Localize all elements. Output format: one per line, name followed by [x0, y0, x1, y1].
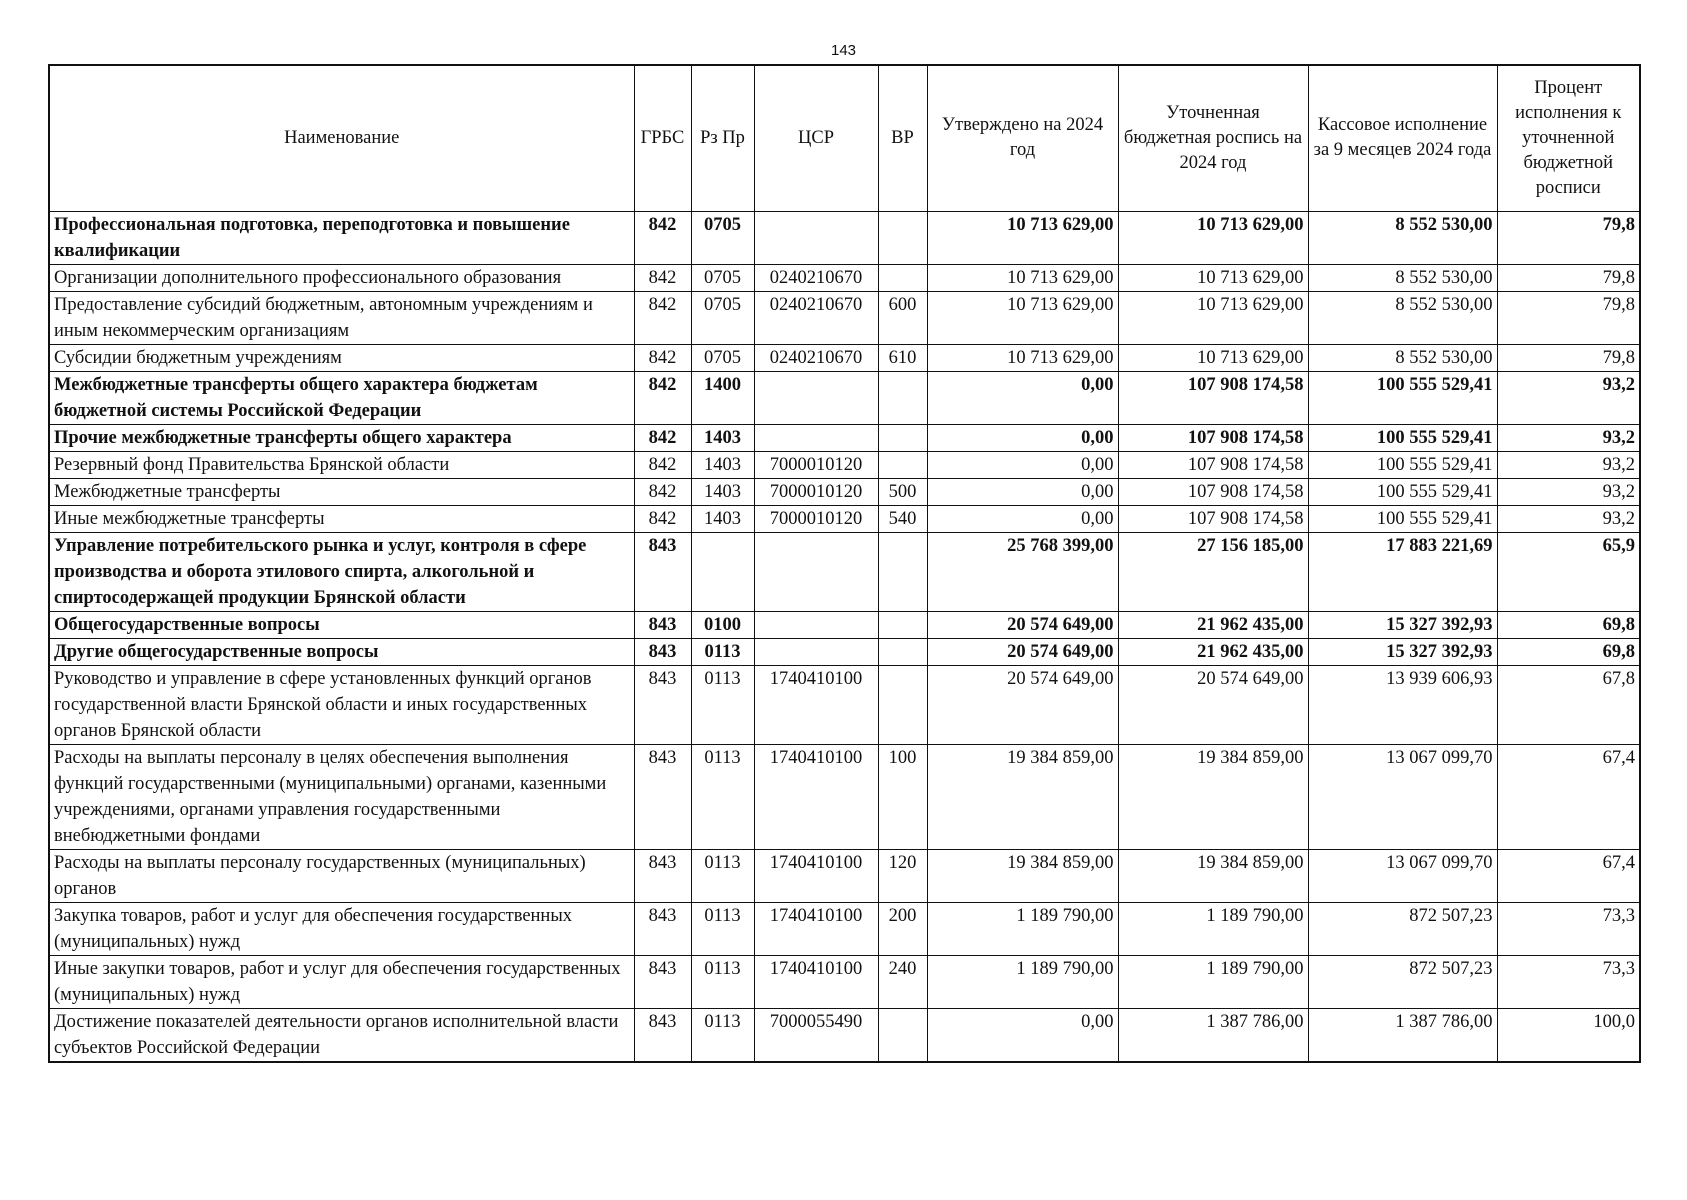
header-executed: Кассовое исполнение за 9 месяцев 2024 года	[1308, 65, 1497, 211]
cell-csr: 0240210670	[754, 264, 878, 291]
cell-csr: 0240210670	[754, 291, 878, 344]
cell-percent: 93,2	[1497, 451, 1640, 478]
cell-rzpr: 0113	[691, 955, 754, 1008]
cell-vr: 240	[878, 955, 927, 1008]
cell-rzpr: 0113	[691, 638, 754, 665]
table-row	[49, 532, 1640, 611]
page-number: 143	[830, 42, 857, 59]
cell-grbs: 843	[634, 611, 691, 638]
cell-executed: 100 555 529,41	[1308, 451, 1497, 478]
table-row	[49, 291, 1640, 344]
cell-name: Расходы на выплаты персоналу в целях обеспечения выполнения функций государственными (муниципальными) органами, казенными учреждениями, органами управления государственными внебюджетными фондами	[49, 744, 634, 849]
cell-executed: 872 507,23	[1308, 902, 1497, 955]
cell-grbs: 842	[634, 264, 691, 291]
header-approved: Утверждено на 2024 год	[927, 65, 1118, 211]
cell-rzpr: 0705	[691, 344, 754, 371]
cell-percent: 67,8	[1497, 665, 1640, 744]
cell-vr: 600	[878, 291, 927, 344]
cell-rzpr: 0705	[691, 291, 754, 344]
cell-grbs: 842	[634, 451, 691, 478]
table-row	[49, 1008, 1640, 1062]
cell-rzpr: 0113	[691, 665, 754, 744]
cell-csr	[754, 638, 878, 665]
cell-vr	[878, 611, 927, 638]
table-row	[49, 849, 1640, 902]
cell-grbs: 842	[634, 211, 691, 264]
cell-name: Другие общегосударственные вопросы	[49, 638, 634, 665]
cell-grbs: 842	[634, 291, 691, 344]
cell-executed: 13 067 099,70	[1308, 849, 1497, 902]
cell-name: Достижение показателей деятельности органов исполнительной власти субъектов Российской Федерации	[49, 1008, 634, 1062]
cell-vr	[878, 264, 927, 291]
cell-refined: 107 908 174,58	[1118, 451, 1308, 478]
table-row	[49, 902, 1640, 955]
cell-percent: 69,8	[1497, 611, 1640, 638]
cell-vr: 610	[878, 344, 927, 371]
cell-name: Межбюджетные трансферты общего характера бюджетам бюджетной системы Российской Федерации	[49, 371, 634, 424]
cell-name: Резервный фонд Правительства Брянской области	[49, 451, 634, 478]
cell-name: Предоставление субсидий бюджетным, автономным учреждениям и иным некоммерческим организациям	[49, 291, 634, 344]
cell-percent: 69,8	[1497, 638, 1640, 665]
cell-csr	[754, 532, 878, 611]
cell-approved: 19 384 859,00	[927, 849, 1118, 902]
cell-refined: 10 713 629,00	[1118, 264, 1308, 291]
table-row	[49, 478, 1640, 505]
cell-rzpr: 0113	[691, 744, 754, 849]
cell-name: Профессиональная подготовка, переподготовка и повышение квалификации	[49, 211, 634, 264]
cell-approved: 10 713 629,00	[927, 211, 1118, 264]
cell-grbs: 843	[634, 955, 691, 1008]
cell-rzpr: 0100	[691, 611, 754, 638]
cell-name: Субсидии бюджетным учреждениям	[49, 344, 634, 371]
cell-approved: 0,00	[927, 1008, 1118, 1062]
cell-refined: 20 574 649,00	[1118, 665, 1308, 744]
cell-refined: 27 156 185,00	[1118, 532, 1308, 611]
cell-grbs: 843	[634, 849, 691, 902]
table-row	[49, 611, 1640, 638]
cell-vr	[878, 424, 927, 451]
cell-vr: 120	[878, 849, 927, 902]
cell-percent: 73,3	[1497, 955, 1640, 1008]
cell-rzpr: 1403	[691, 505, 754, 532]
cell-percent: 79,8	[1497, 291, 1640, 344]
header-csr: ЦСР	[754, 65, 878, 211]
cell-refined: 107 908 174,58	[1118, 371, 1308, 424]
cell-grbs: 842	[634, 344, 691, 371]
table-row	[49, 665, 1640, 744]
cell-csr: 1740410100	[754, 665, 878, 744]
cell-name: Руководство и управление в сфере установленных функций органов государственной власти Брянской области и иных государственных органов Брянской области	[49, 665, 634, 744]
cell-csr: 7000010120	[754, 451, 878, 478]
cell-grbs: 843	[634, 665, 691, 744]
cell-csr	[754, 211, 878, 264]
cell-vr	[878, 532, 927, 611]
cell-csr	[754, 611, 878, 638]
cell-executed: 15 327 392,93	[1308, 611, 1497, 638]
cell-csr: 0240210670	[754, 344, 878, 371]
cell-refined: 1 189 790,00	[1118, 902, 1308, 955]
cell-approved: 1 189 790,00	[927, 902, 1118, 955]
cell-name: Иные закупки товаров, работ и услуг для обеспечения государственных (муниципальных) нужд	[49, 955, 634, 1008]
cell-refined: 10 713 629,00	[1118, 211, 1308, 264]
cell-executed: 8 552 530,00	[1308, 211, 1497, 264]
cell-vr	[878, 638, 927, 665]
cell-csr	[754, 424, 878, 451]
header-rzpr: Рз Пр	[691, 65, 754, 211]
cell-grbs: 843	[634, 1008, 691, 1062]
cell-csr: 1740410100	[754, 849, 878, 902]
budget-execution-table	[48, 64, 1641, 1063]
cell-executed: 15 327 392,93	[1308, 638, 1497, 665]
cell-approved: 0,00	[927, 371, 1118, 424]
cell-name: Закупка товаров, работ и услуг для обеспечения государственных (муниципальных) нужд	[49, 902, 634, 955]
cell-vr: 200	[878, 902, 927, 955]
cell-refined: 21 962 435,00	[1118, 611, 1308, 638]
cell-percent: 93,2	[1497, 478, 1640, 505]
table-row	[49, 264, 1640, 291]
cell-vr: 500	[878, 478, 927, 505]
cell-approved: 20 574 649,00	[927, 611, 1118, 638]
cell-executed: 8 552 530,00	[1308, 264, 1497, 291]
cell-refined: 21 962 435,00	[1118, 638, 1308, 665]
cell-grbs: 842	[634, 371, 691, 424]
cell-csr: 7000010120	[754, 505, 878, 532]
cell-executed: 17 883 221,69	[1308, 532, 1497, 611]
cell-refined: 107 908 174,58	[1118, 478, 1308, 505]
table-row	[49, 211, 1640, 264]
cell-approved: 0,00	[927, 451, 1118, 478]
cell-rzpr: 1403	[691, 478, 754, 505]
cell-csr: 7000010120	[754, 478, 878, 505]
cell-approved: 10 713 629,00	[927, 264, 1118, 291]
table-row	[49, 744, 1640, 849]
cell-percent: 79,8	[1497, 344, 1640, 371]
cell-approved: 0,00	[927, 478, 1118, 505]
header-refined: Уточненная бюджетная роспись на 2024 год	[1118, 65, 1308, 211]
header-grbs: ГРБС	[634, 65, 691, 211]
cell-vr	[878, 665, 927, 744]
cell-percent: 73,3	[1497, 902, 1640, 955]
table-row	[49, 344, 1640, 371]
cell-refined: 1 189 790,00	[1118, 955, 1308, 1008]
cell-grbs: 842	[634, 424, 691, 451]
cell-grbs: 843	[634, 638, 691, 665]
cell-approved: 10 713 629,00	[927, 291, 1118, 344]
cell-csr: 1740410100	[754, 955, 878, 1008]
cell-refined: 107 908 174,58	[1118, 505, 1308, 532]
cell-percent: 79,8	[1497, 211, 1640, 264]
cell-percent: 67,4	[1497, 849, 1640, 902]
cell-rzpr: 0113	[691, 849, 754, 902]
table-body	[49, 211, 1640, 1062]
cell-name: Общегосударственные вопросы	[49, 611, 634, 638]
cell-grbs: 842	[634, 505, 691, 532]
cell-csr: 7000055490	[754, 1008, 878, 1062]
table-row	[49, 424, 1640, 451]
cell-rzpr: 0113	[691, 1008, 754, 1062]
cell-percent: 93,2	[1497, 424, 1640, 451]
cell-percent: 79,8	[1497, 264, 1640, 291]
table-row	[49, 371, 1640, 424]
cell-approved: 1 189 790,00	[927, 955, 1118, 1008]
cell-percent: 93,2	[1497, 505, 1640, 532]
cell-refined: 19 384 859,00	[1118, 849, 1308, 902]
cell-name: Прочие межбюджетные трансферты общего характера	[49, 424, 634, 451]
cell-percent: 93,2	[1497, 371, 1640, 424]
cell-vr: 540	[878, 505, 927, 532]
cell-percent: 100,0	[1497, 1008, 1640, 1062]
cell-refined: 1 387 786,00	[1118, 1008, 1308, 1062]
cell-vr	[878, 371, 927, 424]
cell-executed: 8 552 530,00	[1308, 344, 1497, 371]
cell-percent: 65,9	[1497, 532, 1640, 611]
cell-rzpr	[691, 532, 754, 611]
cell-vr: 100	[878, 744, 927, 849]
cell-csr: 1740410100	[754, 744, 878, 849]
table-row	[49, 505, 1640, 532]
cell-name: Организации дополнительного профессионального образования	[49, 264, 634, 291]
cell-refined: 107 908 174,58	[1118, 424, 1308, 451]
cell-refined: 10 713 629,00	[1118, 291, 1308, 344]
cell-rzpr: 1400	[691, 371, 754, 424]
cell-vr	[878, 1008, 927, 1062]
cell-approved: 0,00	[927, 424, 1118, 451]
cell-executed: 872 507,23	[1308, 955, 1497, 1008]
cell-executed: 100 555 529,41	[1308, 424, 1497, 451]
cell-vr	[878, 451, 927, 478]
cell-executed: 100 555 529,41	[1308, 505, 1497, 532]
cell-csr	[754, 371, 878, 424]
cell-name: Межбюджетные трансферты	[49, 478, 634, 505]
header-name: Наименование	[49, 65, 634, 211]
table-row	[49, 638, 1640, 665]
cell-rzpr: 0705	[691, 264, 754, 291]
cell-approved: 10 713 629,00	[927, 344, 1118, 371]
cell-rzpr: 1403	[691, 451, 754, 478]
cell-percent: 67,4	[1497, 744, 1640, 849]
header-percent: Процент исполнения к уточненной бюджетной росписи	[1497, 65, 1640, 211]
cell-rzpr: 1403	[691, 424, 754, 451]
cell-approved: 20 574 649,00	[927, 665, 1118, 744]
cell-executed: 1 387 786,00	[1308, 1008, 1497, 1062]
cell-executed: 13 939 606,93	[1308, 665, 1497, 744]
cell-name: Расходы на выплаты персоналу государственных (муниципальных) органов	[49, 849, 634, 902]
cell-executed: 100 555 529,41	[1308, 478, 1497, 505]
cell-csr: 1740410100	[754, 902, 878, 955]
cell-grbs: 842	[634, 478, 691, 505]
cell-grbs: 843	[634, 902, 691, 955]
table-row	[49, 955, 1640, 1008]
cell-name: Иные межбюджетные трансферты	[49, 505, 634, 532]
cell-refined: 19 384 859,00	[1118, 744, 1308, 849]
cell-rzpr: 0705	[691, 211, 754, 264]
cell-approved: 25 768 399,00	[927, 532, 1118, 611]
cell-refined: 10 713 629,00	[1118, 344, 1308, 371]
cell-grbs: 843	[634, 744, 691, 849]
table-header-row	[49, 65, 1640, 211]
cell-approved: 20 574 649,00	[927, 638, 1118, 665]
cell-vr	[878, 211, 927, 264]
header-vr: ВР	[878, 65, 927, 211]
cell-executed: 100 555 529,41	[1308, 371, 1497, 424]
cell-approved: 0,00	[927, 505, 1118, 532]
cell-grbs: 843	[634, 532, 691, 611]
cell-executed: 8 552 530,00	[1308, 291, 1497, 344]
table-row	[49, 451, 1640, 478]
cell-name: Управление потребительского рынка и услуг, контроля в сфере производства и оборота этилового спирта, алкогольной и спиртосодержащей продукции Брянской области	[49, 532, 634, 611]
cell-rzpr: 0113	[691, 902, 754, 955]
cell-executed: 13 067 099,70	[1308, 744, 1497, 849]
cell-approved: 19 384 859,00	[927, 744, 1118, 849]
